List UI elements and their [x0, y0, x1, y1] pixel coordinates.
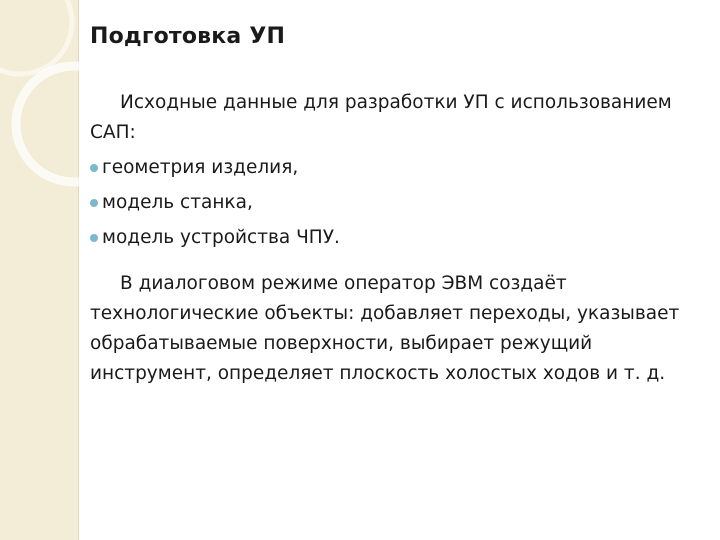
bullet-dot-icon: [90, 234, 98, 242]
body-paragraph: В диалоговом режиме оператор ЭВМ создаёт технологические объекты: добавляет переходы, указывает обрабатываемые поверхности, выбирает режущий инструмент, определяет плоскость холостых ходов и т. д.: [90, 273, 680, 384]
bullet-list: [90, 150, 710, 255]
bullet-text: модель устройства ЧПУ.: [102, 227, 340, 248]
bullet-item: [90, 150, 710, 185]
bullet-dot-icon: [90, 164, 98, 172]
intro-paragraph: Исходные данные для разработки УП с использованием САП:: [90, 92, 672, 143]
slide-title: Подготовка УП: [90, 24, 286, 49]
bullet-text: геометрия изделия,: [102, 157, 299, 178]
bullet-text: модель станка,: [102, 192, 253, 213]
bullet-item: [90, 185, 710, 220]
bullet-item: [90, 220, 710, 255]
bullet-dot-icon: [90, 199, 98, 207]
slide-content: [90, 88, 710, 389]
